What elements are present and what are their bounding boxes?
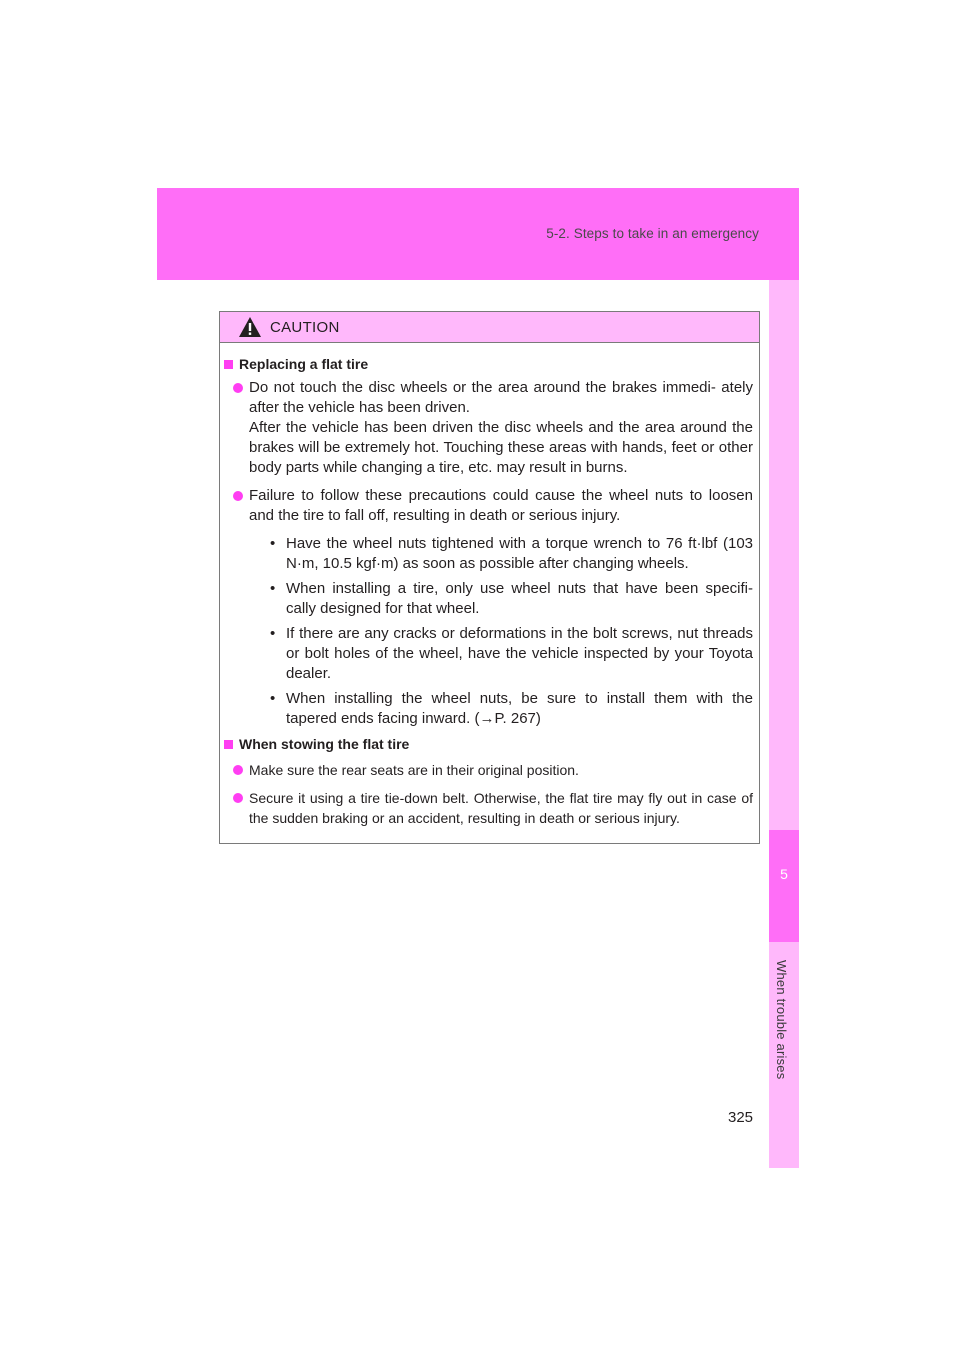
sub-list-item bbox=[220, 534, 753, 574]
list-item-text: Failure to follow these precautions could cause the wheel nuts to loosen and the tire to fall off, resulting in death or serious injury. bbox=[249, 487, 753, 524]
square-bullet-icon bbox=[224, 360, 233, 369]
circle-bullet-icon bbox=[233, 765, 243, 775]
sub-list-item-text: When installing the wheel nuts, be sure to install them with the tapered ends facing inward. (→P. 267) bbox=[286, 690, 753, 727]
list-item bbox=[220, 760, 753, 780]
sub-list-item bbox=[220, 689, 753, 729]
chapter-side-tab bbox=[769, 280, 799, 1168]
small-bullet-icon: • bbox=[270, 625, 276, 642]
section-heading-text: Replacing a flat tire bbox=[239, 356, 369, 372]
section-heading bbox=[220, 354, 753, 374]
sub-list-item bbox=[220, 624, 753, 684]
breadcrumb: 5-2. Steps to take in an emergency bbox=[546, 226, 759, 241]
list-item-text: Make sure the rear seats are in their original position. bbox=[249, 762, 579, 778]
sub-list-item bbox=[220, 579, 753, 619]
chapter-number-box bbox=[769, 830, 799, 942]
list-item bbox=[220, 486, 753, 526]
caution-box bbox=[219, 311, 760, 844]
sub-list-item-text: Have the wheel nuts tightened with a torque wrench to 76 ft·lbf (103 N·m, 10.5 kgf·m) as soon as possible after changing wheels. bbox=[286, 535, 753, 572]
section-heading bbox=[220, 734, 753, 754]
warning-triangle-icon bbox=[238, 316, 262, 338]
header-band bbox=[157, 188, 799, 280]
circle-bullet-icon bbox=[233, 793, 243, 803]
chapter-number: 5 bbox=[780, 866, 788, 882]
sub-list-item-text: When installing a tire, only use wheel nuts that have been specifi- cally designed for that wheel. bbox=[286, 580, 753, 617]
section-heading-text: When stowing the flat tire bbox=[239, 736, 410, 752]
caution-header bbox=[220, 312, 759, 343]
list-item-text: Secure it using a tire tie-down belt. Otherwise, the flat tire may fly out in case of the sudden braking or an accident, resulting in death or serious injury. bbox=[249, 790, 753, 826]
circle-bullet-icon bbox=[233, 491, 243, 501]
caution-body bbox=[220, 343, 759, 828]
list-item-text: After the vehicle has been driven the disc wheels and the area around the brakes will be extremely hot. Touching these areas with hands, feet or other body parts while changing a tire, etc. may result in burns. bbox=[249, 419, 753, 476]
sub-list-item-text: If there are any cracks or deformations in the bolt screws, nut threads or bolt holes of the wheel, have the vehicle inspected by your Toyota dealer. bbox=[286, 625, 753, 682]
square-bullet-icon bbox=[224, 740, 233, 749]
small-bullet-icon: • bbox=[270, 690, 276, 707]
list-item-text: Do not touch the disc wheels or the area around the brakes immedi- ately after the vehicle has been driven. bbox=[249, 379, 753, 416]
chapter-label: When trouble arises bbox=[774, 960, 789, 1080]
small-bullet-icon: • bbox=[270, 580, 276, 597]
list-item bbox=[220, 378, 753, 478]
page-number: 325 bbox=[728, 1109, 754, 1126]
small-bullet-icon: • bbox=[270, 535, 276, 552]
circle-bullet-icon bbox=[233, 383, 243, 393]
list-item bbox=[220, 788, 753, 828]
caution-title: CAUTION bbox=[270, 318, 340, 336]
